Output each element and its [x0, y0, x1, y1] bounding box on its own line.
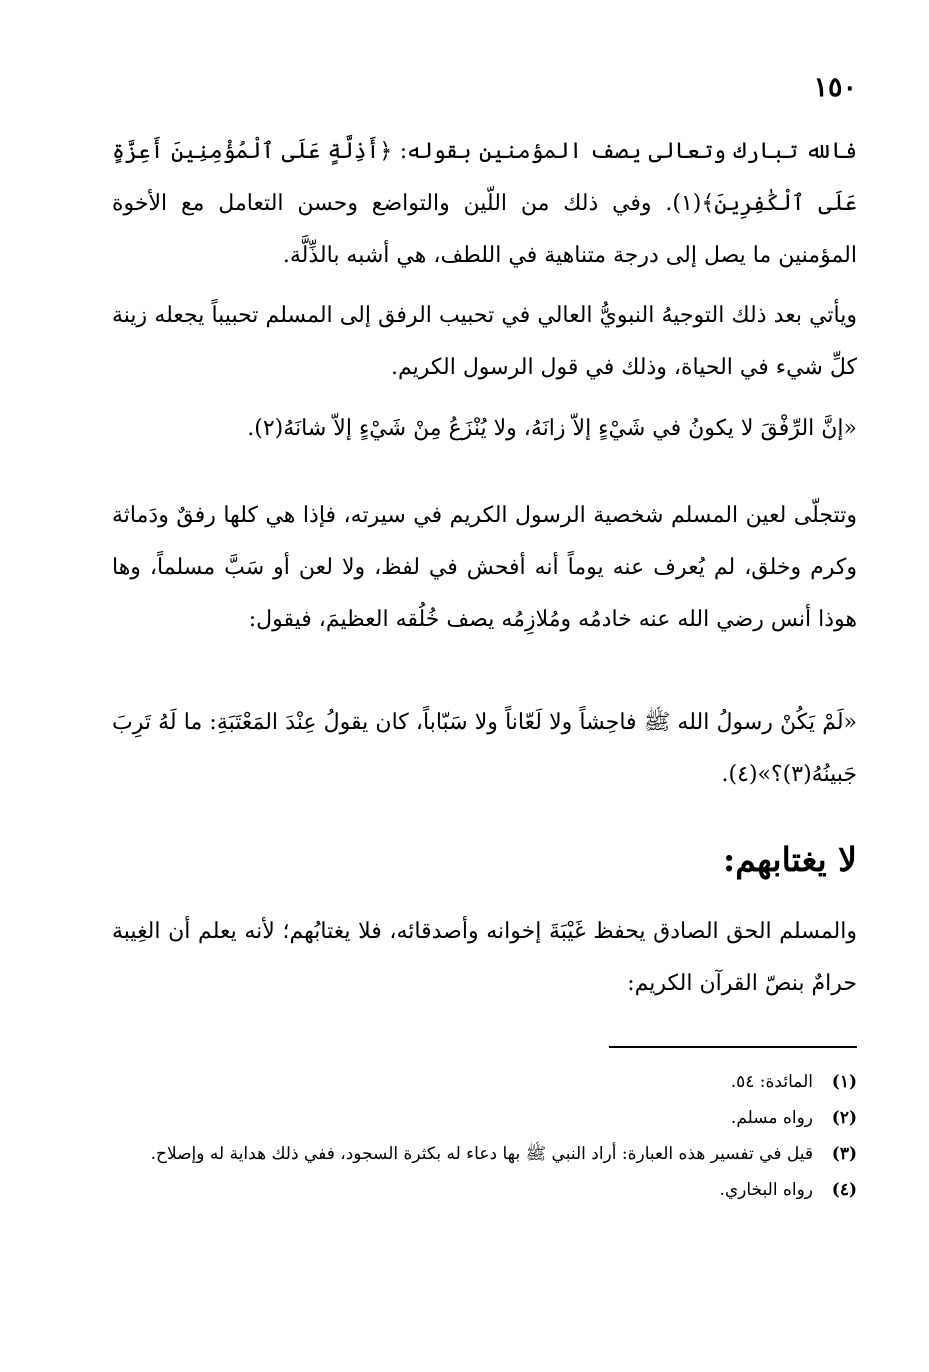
footnote-number: (١)	[831, 1072, 857, 1092]
footnote-item	[112, 1100, 857, 1136]
paragraph-backbiting: والمسلم الحق الصادق يحفظ غَيْبَةَ إخوانه وأصدقائه، فلا يغتابُهم؛ لأنه يعلم أن الغِيبة حرامٌ بنصّ القرآن الكريم:	[112, 919, 857, 996]
footnote-text: قيل في تفسير هذه العبارة: أراد النبي ﷺ بها دعاء له بكثرة السجود، ففي ذلك هداية له وإصلاح.	[150, 1144, 813, 1164]
hadith-gentleness: «إنَّ الرِّفْقَ لا يكونُ في شَيْءٍ إلاّ زانَهُ، ولا يُنْزَعُ مِنْ شَيْءٍ إلاّ شانَهُ(٢).	[247, 416, 857, 441]
paragraph-prophet-character: وتتجلّى لعين المسلم شخصية الرسول الكريم في سيرته، فإذا هي كلها رفقٌ ودَماثة وكرم وخلق، لم يُعرف عنه يوماً أنه أفحش في لفظ، ولا لعن أو سَبَّ مسلماً، وها هوذا أنس رضي الله عنه خادمُه ومُلازِمُه يصف خُلُقه العظيمَ، فيقول:	[112, 503, 857, 632]
section-heading: لا يغتابهم:	[723, 840, 857, 879]
hadith-anas: «لَمْ يَكُنْ رسولُ الله ﷺ فاحِشاً ولا لَعّاناً ولا سَبّاباً، كان يقولُ عِنْدَ المَعْتَبَةِ: ما لَهُ تَرِبَ جَبينُهُ(٣)؟»(٤).	[112, 710, 857, 787]
footnote-text: رواه مسلم.	[730, 1108, 813, 1128]
paragraph-prophetic-guidance: ويأتي بعد ذلك التوجيهُ النبويُّ العالي في تحبيب الرفق إلى المسلم تحبيباً يجعله زينة كلِّ شيء في الحياة، وذلك في قول الرسول الكريم.	[112, 303, 857, 380]
footnote-number: (٣)	[831, 1144, 857, 1164]
footnotes	[112, 1064, 857, 1208]
footnote-item	[112, 1172, 857, 1208]
footnote-item	[112, 1064, 857, 1100]
footnote-text: رواه البخاري.	[719, 1180, 813, 1200]
footnote-number: (٤)	[831, 1180, 857, 1200]
page-number: ١٥٠	[813, 72, 857, 103]
footnote-divider	[609, 1046, 857, 1048]
paragraph-believers-humility: فالله تبارك وتعالى يصف المؤمنين بقوله: ﴿أَذِلَّةٍ عَلَى ٱلْمُؤْمِنِينَ أَعِزَّةٍ عَلَى ٱلْكَٰفِرِينَ﴾(١). وفي ذلك من اللّين والتواضع وحسن التعامل مع الأخوة المؤمنين ما يصل إلى درجة متناهية في اللطف، هي أشبه بالذِّلَّة.	[112, 139, 858, 268]
footnote-text: المائدة: ٥٤.	[730, 1072, 813, 1092]
footnote-item	[112, 1136, 857, 1172]
footnote-number: (٢)	[831, 1108, 857, 1128]
